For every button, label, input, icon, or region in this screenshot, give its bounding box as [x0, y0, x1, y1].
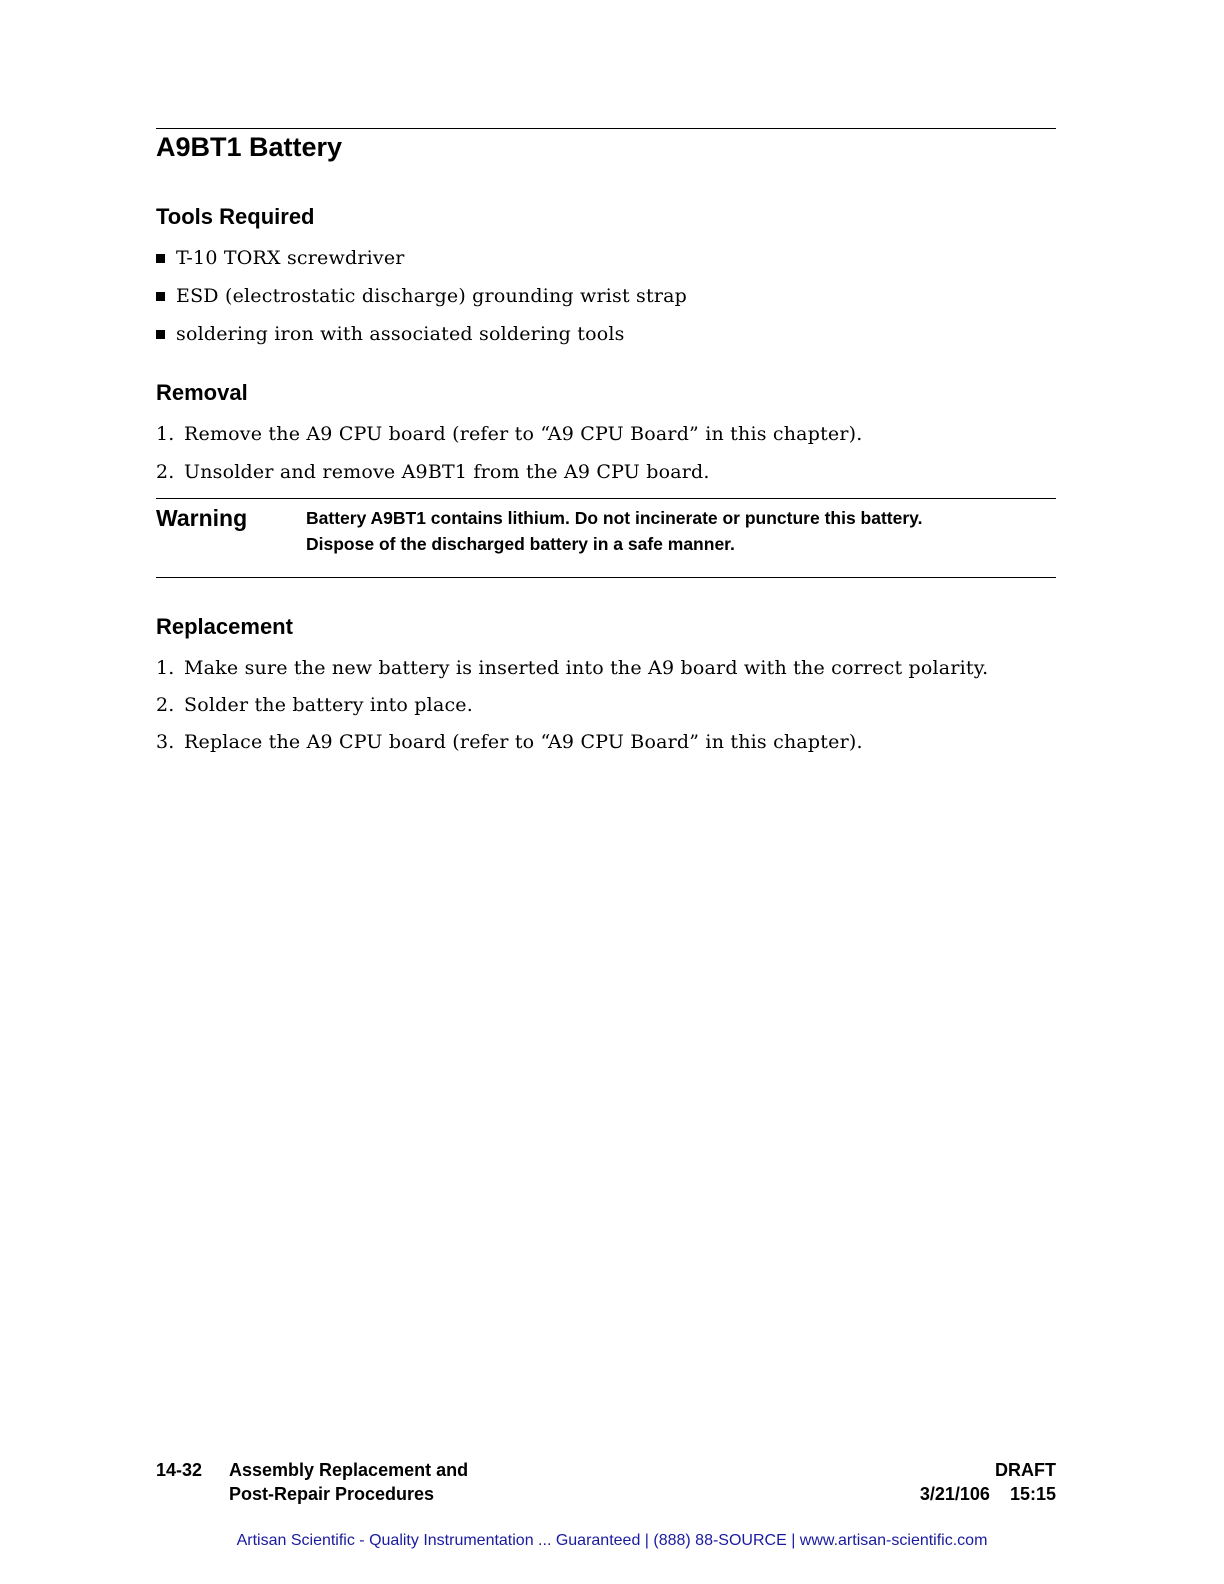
top-rule [156, 128, 1056, 129]
list-item: soldering iron with associated soldering tools [156, 322, 625, 346]
bullet-icon [156, 330, 165, 339]
warning-label: Warning [156, 505, 248, 531]
tools-heading: Tools Required [156, 204, 315, 229]
footer-section: Assembly Replacement and Post-Repair Procedures [229, 1460, 469, 1504]
list-item: 2. Unsolder and remove A9BT1 from the A9 CPU board. [156, 461, 710, 483]
footer-page-number: 14-32 [156, 1460, 203, 1480]
warning-bottom-rule [156, 577, 1056, 578]
list-item: 1. Remove the A9 CPU board (refer to “A9 CPU Board” in this chapter). [156, 423, 863, 445]
list-item: 2. Solder the battery into place. [156, 694, 473, 716]
credit-line: Artisan Scientific - Quality Instrumentation ... Guaranteed | (888) 88-SOURCE | www.artisan-scientific.com [236, 1532, 988, 1549]
list-item: T-10 TORX screwdriver [156, 246, 405, 270]
footer-date: 3/21/106 15:15 [919, 1484, 1056, 1504]
list-item: ESD (electrostatic discharge) grounding wrist strap [156, 284, 687, 308]
replacement-heading: Replacement [156, 614, 293, 639]
bullet-icon [156, 292, 165, 301]
footer-status: DRAFT [995, 1460, 1056, 1480]
removal-heading: Removal [156, 380, 248, 405]
warning-text: Battery A9BT1 contains lithium. Do not incinerate or puncture this battery. Dispose of the discharged battery in a safe manner. [306, 508, 923, 554]
warning-top-rule [156, 498, 1056, 499]
page-title: A9BT1 Battery [156, 132, 343, 162]
list-item: 3. Replace the A9 CPU board (refer to “A9 CPU Board” in this chapter). [156, 731, 863, 753]
list-item: 1. Make sure the new battery is inserted into the A9 board with the correct polarity. [156, 657, 989, 679]
bullet-icon [156, 254, 165, 263]
